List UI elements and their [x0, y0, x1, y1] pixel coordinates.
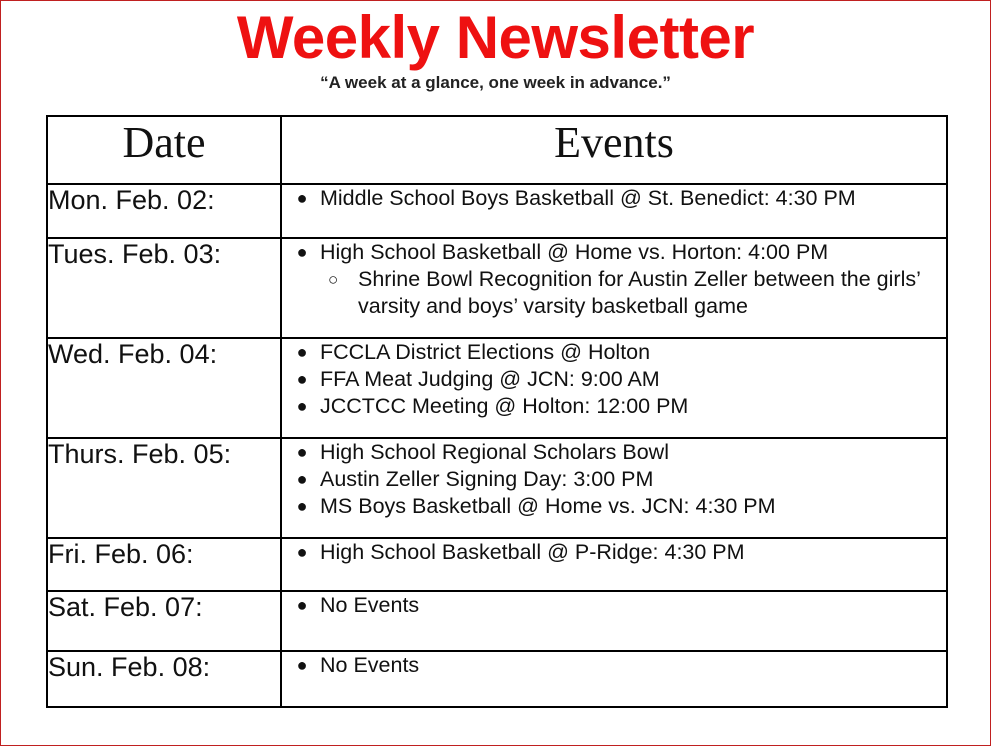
sub-list-item — [320, 266, 946, 320]
row-events — [281, 591, 947, 651]
table-header-row — [47, 116, 947, 184]
event-list — [282, 592, 946, 619]
bullet-icon: ● — [296, 342, 308, 362]
row-events — [281, 184, 947, 238]
table-row — [47, 338, 947, 438]
row-date: Thurs. Feb. 05: — [47, 438, 281, 538]
table-row — [47, 651, 947, 707]
hollow-bullet-icon: ○ — [328, 270, 339, 289]
list-item — [282, 185, 946, 212]
list-item — [282, 366, 946, 393]
row-date: Wed. Feb. 04: — [47, 338, 281, 438]
row-events — [281, 538, 947, 591]
event-list — [282, 652, 946, 679]
sub-event-text: Shrine Bowl Recognition for Austin Zeller between the girls’ varsity and boys’ varsity basketball game — [358, 267, 921, 318]
date-column-header: Date — [47, 116, 281, 184]
event-text: High School Basketball @ P-Ridge: 4:30 PM — [320, 540, 745, 564]
list-item — [282, 539, 946, 566]
bullet-icon: ● — [296, 542, 308, 562]
bullet-icon: ● — [296, 595, 308, 615]
row-date: Tues. Feb. 03: — [47, 238, 281, 338]
list-item — [282, 652, 946, 679]
event-text: FFA Meat Judging @ JCN: 9:00 AM — [320, 367, 660, 391]
row-events — [281, 438, 947, 538]
row-date: Sun. Feb. 08: — [47, 651, 281, 707]
list-item — [282, 466, 946, 493]
event-list — [282, 239, 946, 320]
list-item — [282, 439, 946, 466]
event-text: Middle School Boys Basketball @ St. Benedict: 4:30 PM — [320, 186, 856, 210]
table-row — [47, 184, 947, 238]
list-item — [282, 393, 946, 420]
table-row — [47, 591, 947, 651]
list-item — [282, 339, 946, 366]
event-text: High School Basketball @ Home vs. Horton: 4:00 PM — [320, 240, 829, 264]
events-column-header: Events — [281, 116, 947, 184]
row-events — [281, 338, 947, 438]
bullet-icon: ● — [296, 655, 308, 675]
event-list — [282, 539, 946, 566]
bullet-icon: ● — [296, 188, 308, 208]
newsletter-subtitle: “A week at a glance, one week in advance.” — [320, 73, 671, 92]
table-row — [47, 538, 947, 591]
bullet-icon: ● — [296, 496, 308, 516]
bullet-icon: ● — [296, 369, 308, 389]
list-item — [282, 493, 946, 520]
list-item — [282, 239, 946, 320]
row-events — [281, 651, 947, 707]
bullet-icon: ● — [296, 469, 308, 489]
bullet-icon: ● — [296, 242, 308, 262]
list-item — [282, 592, 946, 619]
event-text: No Events — [320, 653, 420, 677]
event-text: No Events — [320, 593, 420, 617]
event-text: High School Regional Scholars Bowl — [320, 440, 669, 464]
events-table — [46, 115, 948, 708]
event-text: FCCLA District Elections @ Holton — [320, 340, 651, 364]
table-row — [47, 438, 947, 538]
newsletter-title: Weekly Newsletter — [236, 4, 755, 71]
sub-event-list — [320, 266, 946, 320]
bullet-icon: ● — [296, 396, 308, 416]
event-list — [282, 439, 946, 520]
event-list — [282, 339, 946, 420]
event-text: JCCTCC Meeting @ Holton: 12:00 PM — [320, 394, 689, 418]
row-date: Fri. Feb. 06: — [47, 538, 281, 591]
event-text: MS Boys Basketball @ Home vs. JCN: 4:30 PM — [320, 494, 776, 518]
event-list — [282, 185, 946, 212]
bullet-icon: ● — [296, 442, 308, 462]
event-text: Austin Zeller Signing Day: 3:00 PM — [320, 467, 654, 491]
row-date: Mon. Feb. 02: — [47, 184, 281, 238]
row-date: Sat. Feb. 07: — [47, 591, 281, 651]
table-row — [47, 238, 947, 338]
row-events — [281, 238, 947, 338]
